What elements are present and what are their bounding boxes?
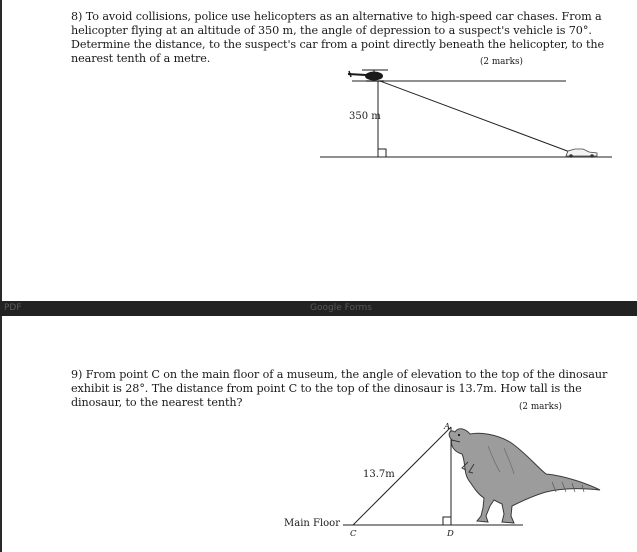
pdf-page-bottom <box>0 316 637 552</box>
question-8-line-3: Determine the distance, to the suspect's car from a point directly beneath the helicopter, to the <box>71 38 605 51</box>
right-angle-marker <box>443 517 451 525</box>
altitude-label: 350 m <box>349 111 381 122</box>
question-8-line-1: 8) To avoid collisions, police use helicopters as an alternative to high-speed car chases. From a <box>71 10 602 23</box>
question-8-line-4: nearest tenth of a metre. <box>71 52 211 65</box>
point-a-label: A <box>444 422 451 432</box>
car-icon <box>566 149 597 158</box>
pdf-tab[interactable]: PDF <box>4 303 22 313</box>
viewer-divider-bar <box>0 301 637 316</box>
question-9-marks: (2 marks) <box>519 402 562 412</box>
question-8-marks: (2 marks) <box>480 57 523 67</box>
right-angle-marker <box>378 149 386 157</box>
question-8-line-2: helicopter flying at an altitude of 350 m, the angle of depression to a suspect's vehicle is 70°. <box>71 24 592 37</box>
google-forms-tab[interactable]: Google Forms <box>310 303 372 313</box>
question-9-line-3: dinosaur, to the nearest tenth? <box>71 396 243 409</box>
line-of-sight <box>380 81 578 155</box>
question-9-line-2: exhibit is 28°. The distance from point C to the top of the dinosaur is 13.7m. How tall is the <box>71 382 582 395</box>
point-d-label: D <box>447 529 454 539</box>
hypotenuse-label: 13.7m <box>363 469 395 480</box>
main-floor-label: Main Floor <box>284 518 340 529</box>
helicopter-icon <box>348 70 388 81</box>
question-9-line-1: 9) From point C on the main floor of a museum, the angle of elevation to the top of the dinosaur <box>71 368 608 381</box>
dinosaur-icon <box>449 429 600 523</box>
question-9-diagram <box>0 316 637 552</box>
point-c-label: C <box>350 529 357 539</box>
